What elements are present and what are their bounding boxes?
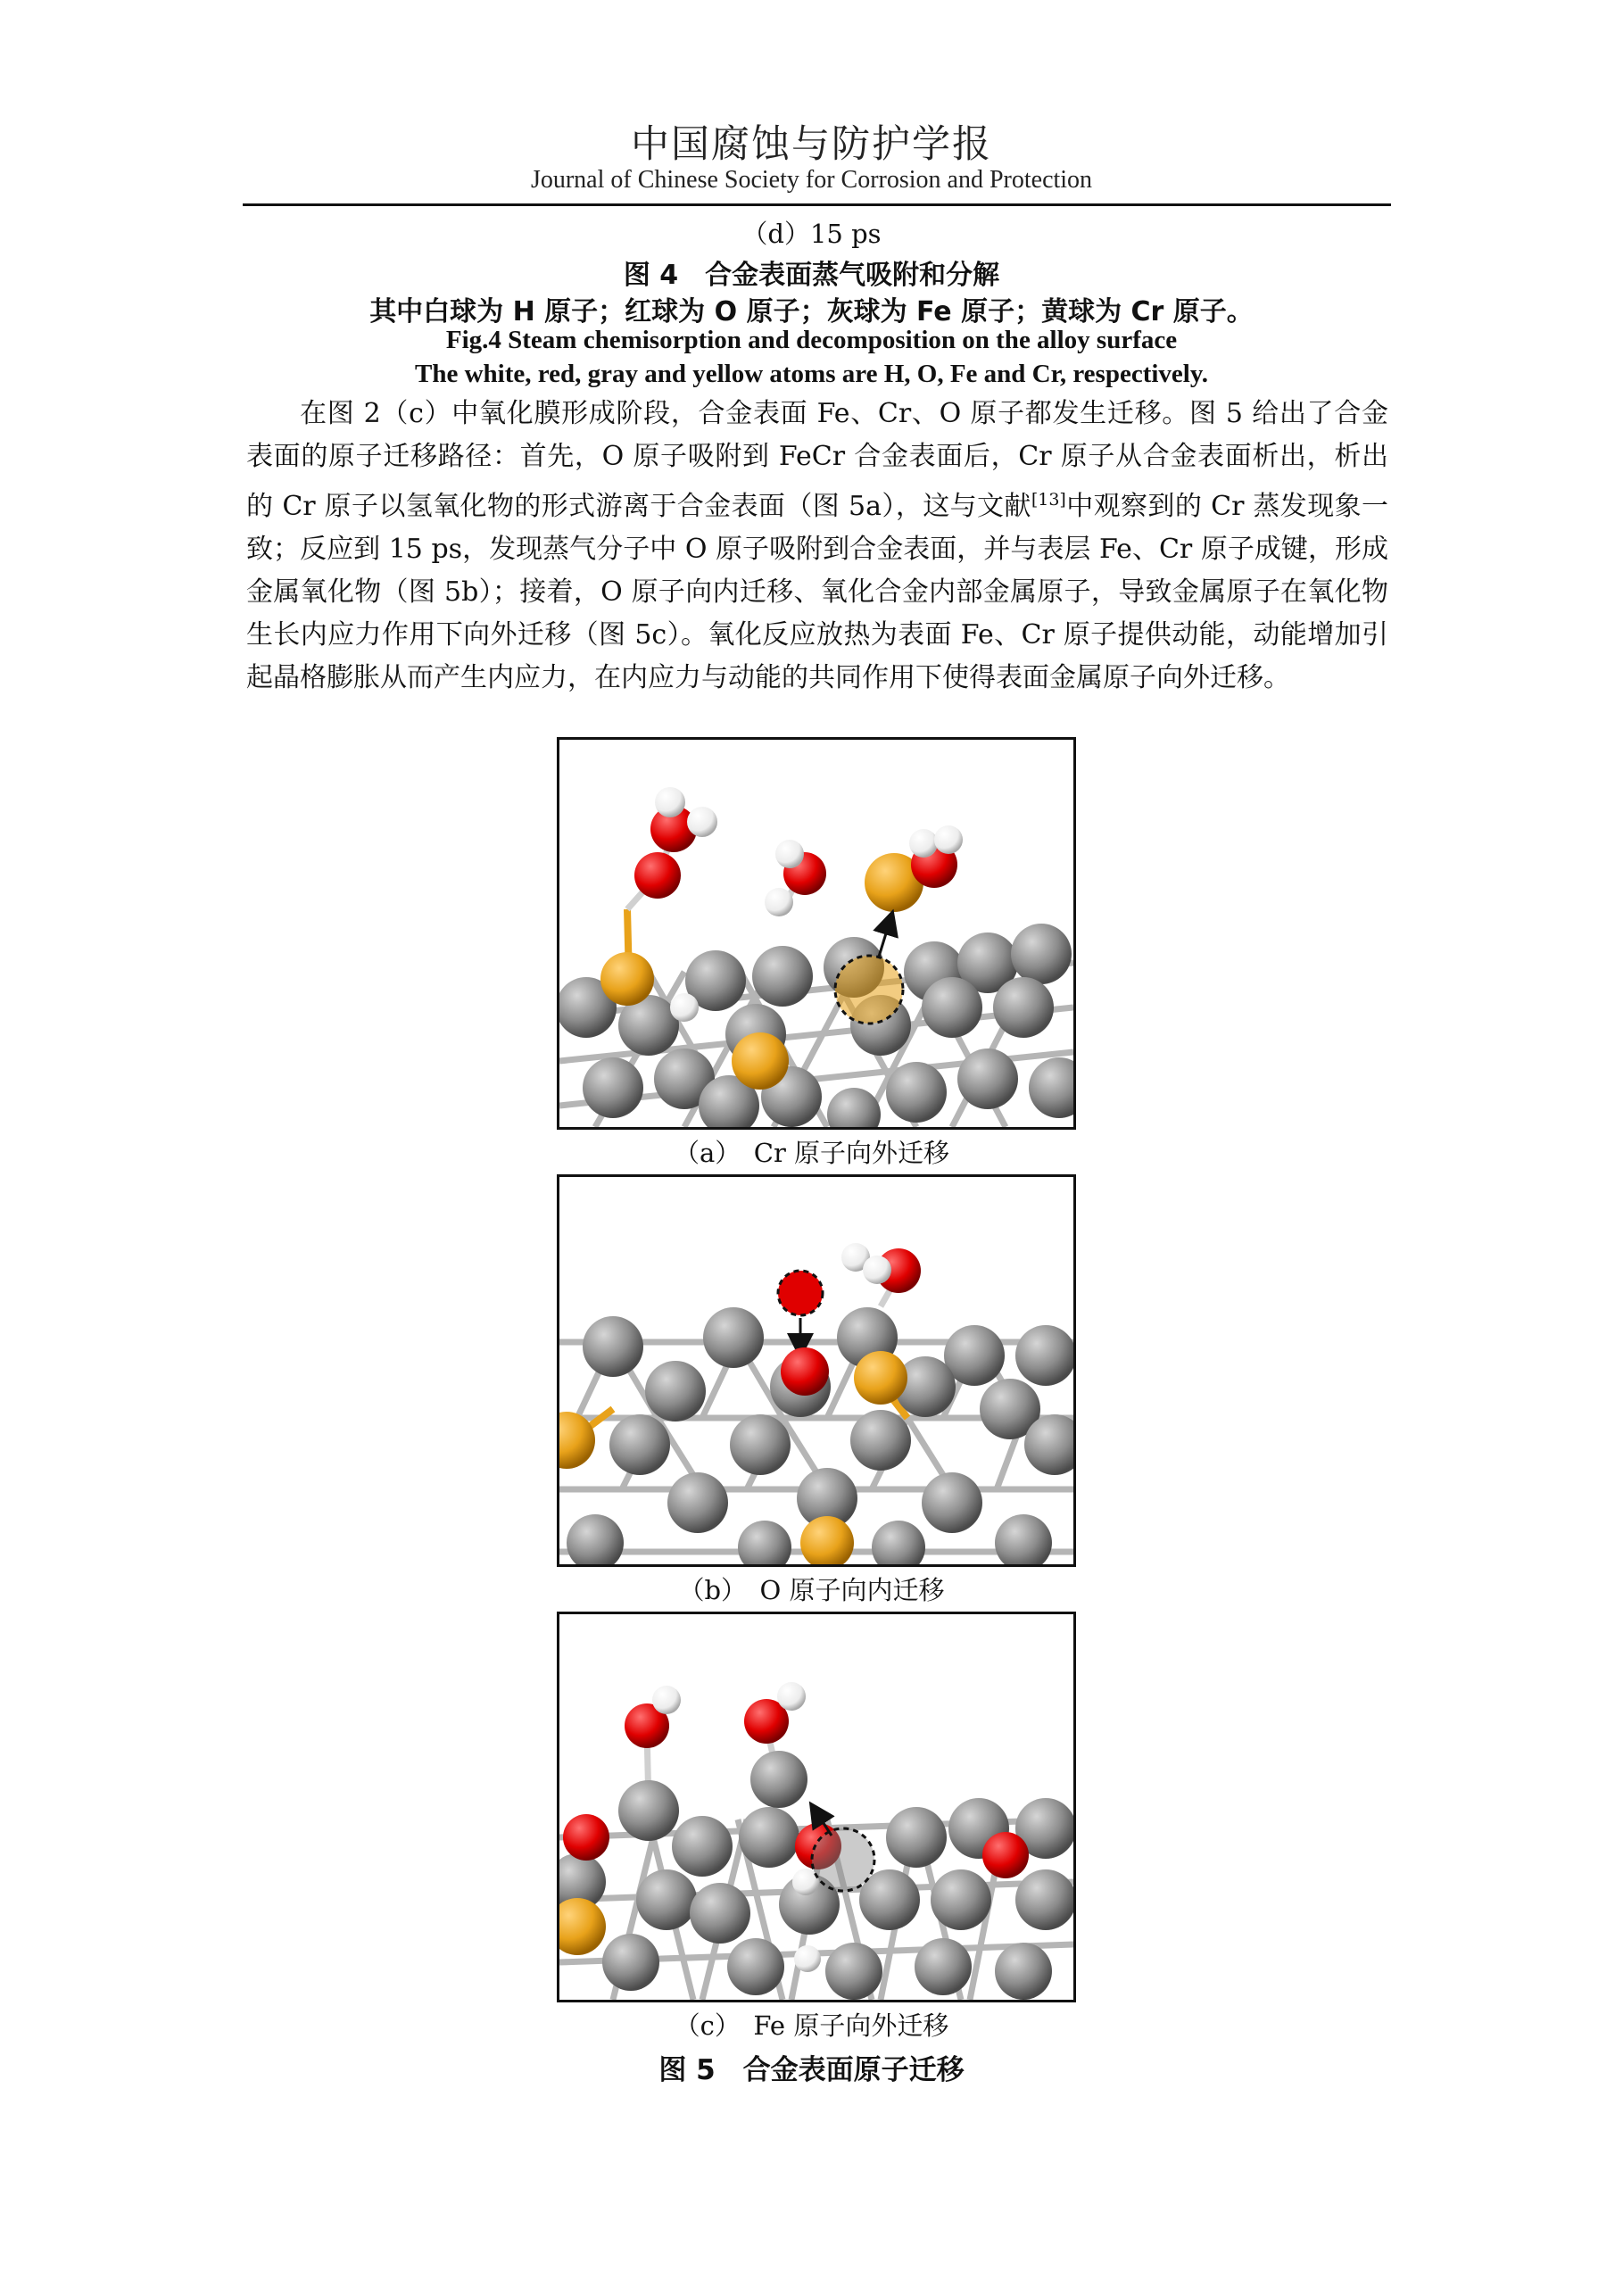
journal-title-en: Journal of Chinese Society for Corrosion and Protection bbox=[530, 166, 1093, 194]
fig5-caption-a: （a） Cr 原子向外迁移 bbox=[673, 1138, 950, 1168]
migration-marker bbox=[835, 922, 903, 1024]
h-atom bbox=[841, 1243, 891, 1284]
cr-atom bbox=[559, 1898, 606, 1955]
fig5-caption-b: （b） O 原子向内迁移 bbox=[678, 1575, 945, 1605]
panel-c-illustration bbox=[559, 1614, 1073, 2000]
panel-a-illustration bbox=[559, 740, 1073, 1127]
figure5-panel-a bbox=[557, 737, 1076, 1130]
body-paragraph bbox=[246, 393, 1388, 700]
panel-b-illustration bbox=[559, 1177, 1073, 1564]
fig4-note-cn: 其中白球为 H 原子；红球为 O 原子；灰球为 Fe 原子；黄球为 Cr 原子。 bbox=[369, 296, 1254, 327]
fig5-caption-c: （c） Fe 原子向外迁移 bbox=[674, 2010, 949, 2041]
para-text-2: 中观察到的 Cr 蒸发现象一致；反应到 15 ps，发现蒸气分子中 O 原子吸附到合金表面，并与表层 Fe、Cr 原子成键，形成金属氧化物（图 5b）；接着，O 原子向内迁移、氧化合金内部金属原子，导致金属原子在氧化物生长内应力作用下向外迁移（图 5c）。氧化反应放热为表面 Fe、Cr 原子提供动能，动能增加引起晶格膨胀从而产生内应力，在内应力与动能的共同作用下使得表面金属原子向外迁移。 bbox=[246, 491, 1388, 693]
fig4-note-en: The white, red, gray and yellow atoms are H, O, Fe and Cr, respectively. bbox=[414, 360, 1208, 388]
migration-marker bbox=[778, 1271, 823, 1347]
fig5-title: 图 5 合金表面原子迁移 bbox=[658, 2054, 965, 2086]
para-text-1: 在图 2（c）中氧化膜形成阶段，合金表面 Fe、Cr、O 原子都发生迁移。图 5 给出了合金表面的原子迁移路径：首先，O 原子吸附到 FeCr 合金表面后，Cr 原子从合金表面析出，析出的 Cr 原子以氢氧化物的形式游离于合金表面（图 5a），这与文献 bbox=[246, 398, 1388, 522]
fig4-subcaption-d: （d）15 ps bbox=[741, 219, 882, 249]
header-rule bbox=[243, 203, 1391, 206]
figure5-panel-c bbox=[557, 1612, 1076, 2002]
figure5-panel-b bbox=[557, 1174, 1076, 1567]
fig4-title-cn: 图 4 合金表面蒸气吸附和分解 bbox=[623, 260, 1000, 291]
journal-title-cn: 中国腐蚀与防护学报 bbox=[631, 122, 992, 167]
fig4-title-en: Fig.4 Steam chemisorption and decomposition on the alloy surface bbox=[445, 326, 1178, 354]
citation-ref[interactable]: [13] bbox=[1031, 490, 1066, 510]
